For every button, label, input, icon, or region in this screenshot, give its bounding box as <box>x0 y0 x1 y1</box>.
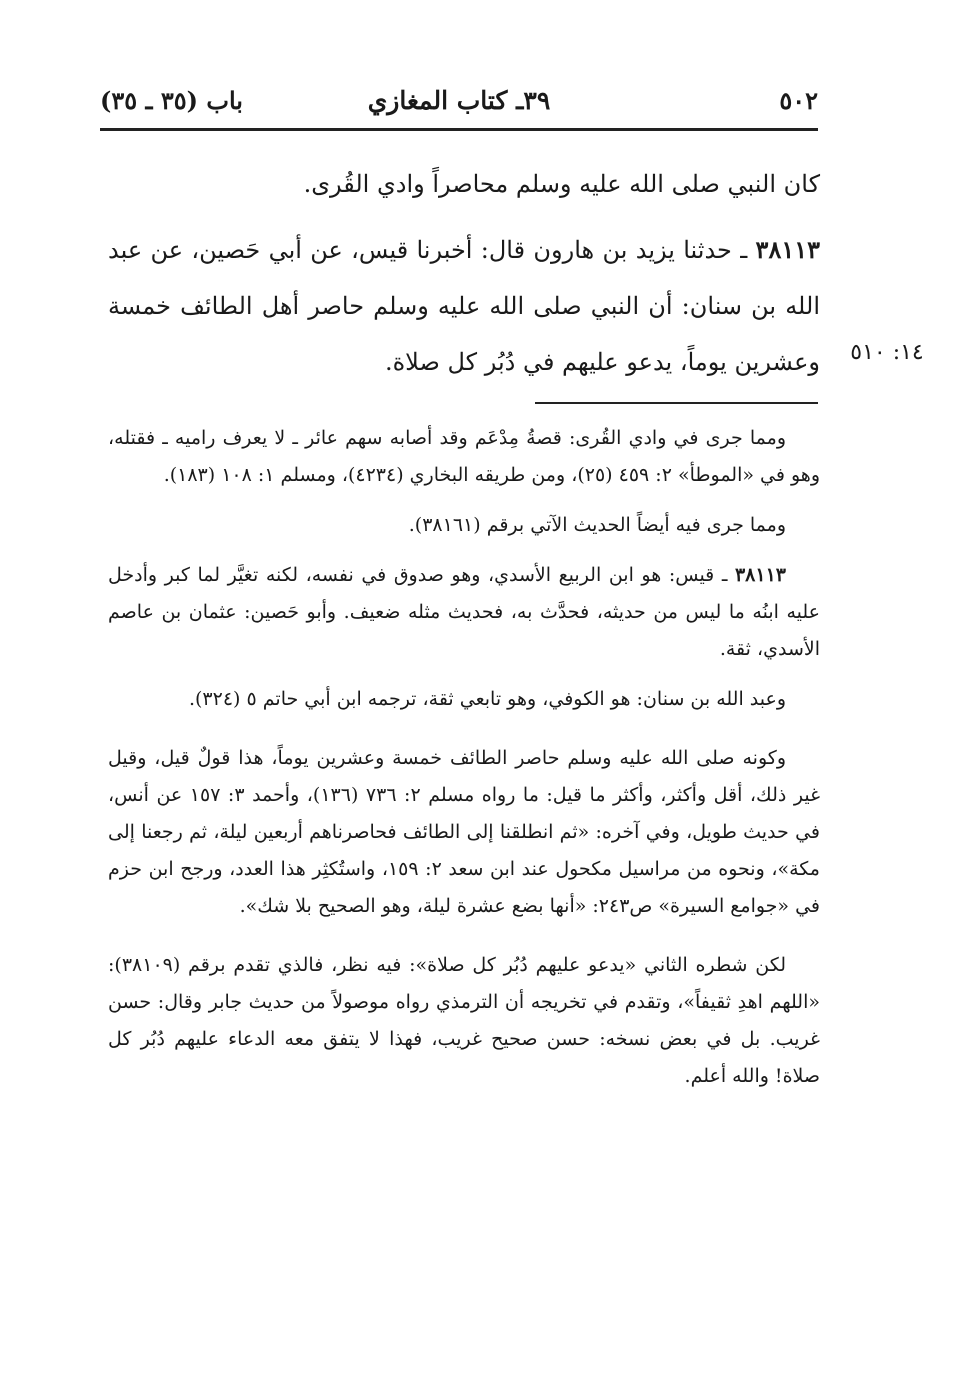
chapter-label: باب (٣٥ ـ ٣٥) <box>100 86 243 115</box>
hadith-paragraph <box>108 222 820 390</box>
note-paragraph-3 <box>108 557 820 668</box>
note-paragraph-1: ومما جرى في وادي القُرى: قصةُ مِدْعَم وقد أصابه سهم عائر ـ لا يعرف راميه ـ فقتله، وهو في «الموطأ» ٢: ٤٥٩ (٢٥)، ومن طريقه البخاري (٤٢٣٤)، ومسلم ١: ١٠٨ (١٨٣). <box>108 427 820 486</box>
note-paragraph-5: وكونه صلى الله عليه وسلم حاصر الطائف خمسة وعشرين يوماً، هذا قولٌ قيل، وقيل غير ذلك، أقل وأكثر، وأكثر ما قيل: ما رواه مسلم ٢: ٧٣٦ (١٣٦)، وأحمد ٣: ١٥٧ عن أنس، في حديث طويل، وفي آخره: «ثم انطلقنا إلى الطائف فحاصرناهم أربعين ليلة، ثم رجعنا إلى مكة»، ونحوه من مراسيل مكحول عند ابن سعد ٢: ١٥٩، واستُكثِر هذا العدد، ورجح ابن حزم في «جوامع السيرة» ص٢٤٣: «أنها بضع عشرة ليلة، وهو الصحيح بلا شك». <box>108 747 821 917</box>
page-header <box>100 82 818 122</box>
margin-reference: ١٤: ٥١٠ <box>850 340 924 365</box>
note-paragraph-2: ومما جرى فيه أيضاً الحديث الآتي برقم (٣٨١٦١). <box>408 514 786 536</box>
note-paragraph-4: وعبد الله بن سنان: هو الكوفي، وهو تابعي ثقة، ترجمه ابن أبي حاتم ٥ (٣٢٤). <box>188 688 786 710</box>
hadith-number: ٣٨١١٣ <box>755 235 820 264</box>
note-hadith-number: ٣٨١١٣ <box>734 564 786 586</box>
main-line-1: كان النبي صلى الله عليه وسلم محاصراً وادي القُرى. <box>303 170 820 198</box>
note-paragraph-3-text: ـ قيس: هو ابن الربيع الأسدي، وهو صدوق في نفسه، لكنه تغيَّر لما كبر وأدخل عليه ابنُه ما ليس من حديثه، فحدَّث به، فحديث مثله ضعيف. وأبو حَصين: عثمان بن عاصم الأسدي، ثقة. <box>108 564 820 660</box>
hadith-text: ـ حدثنا يزيد بن هارون قال: أخبرنا قيس، عن أبي حَصين، عن عبد الله بن سنان: أن النبي صلى الله عليه وسلم حاصر أهل الطائف خمسة وعشرين يوماً، يدعو عليهم في دُبُر كل صلاة. <box>108 236 820 376</box>
book-title: ٣٩ـ كتاب المغازي <box>367 86 551 115</box>
footnotes <box>108 420 820 1108</box>
page-number: ٥٠٢ <box>779 86 818 115</box>
note-paragraph-6: لكن شطره الثاني «يدعو عليهم دُبُر كل صلاة»: فيه نظر، فالذي تقدم برقم (٣٨١٠٩): «اللهم اهدِ ثقيفاً»، وتقدم في تخريجه أن الترمذي رواه موصولاً من حديث جابر وقال: حسن غريب. بل في بعض نسخه: حسن صحيح غريب، فهذا لا يتفق معه الدعاء عليهم دُبُر كل صلاة! والله أعلم. <box>108 954 820 1087</box>
footnote-rule <box>535 402 818 404</box>
header-rule <box>100 128 818 131</box>
main-text <box>108 156 820 390</box>
